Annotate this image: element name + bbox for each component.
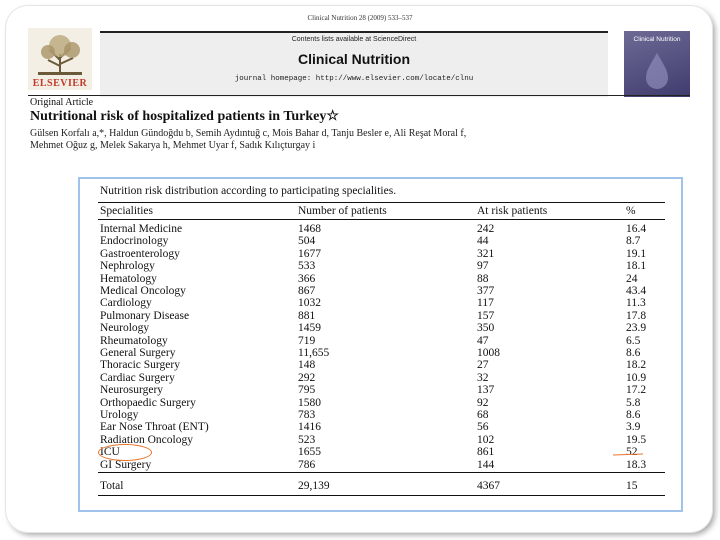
table-row	[80, 223, 681, 235]
table-row	[80, 359, 681, 371]
journal-cover-image	[624, 31, 690, 97]
table-top-rule	[98, 202, 665, 203]
cell-patients: 11,655	[298, 347, 330, 359]
cell-percent: 3.9	[626, 421, 641, 434]
table-row	[80, 310, 681, 322]
cell-speciality: Medical Oncology	[100, 285, 186, 297]
table-header-row	[80, 205, 681, 217]
cell-at-risk: 117	[477, 297, 494, 310]
cell-at-risk: 321	[477, 247, 495, 260]
cell-at-risk: 377	[477, 285, 495, 297]
cell-patients: 867	[298, 285, 316, 297]
cell-speciality: Orthopaedic Surgery	[100, 396, 196, 409]
cell-patients: 533	[298, 260, 316, 273]
total-at-risk: 4367	[477, 480, 500, 492]
cell-percent: 19.1	[626, 247, 647, 260]
cell-percent: 17.8	[626, 309, 647, 322]
cell-percent: 10.9	[626, 371, 647, 384]
table-row	[80, 397, 681, 409]
cell-speciality: Cardiac Surgery	[100, 371, 175, 384]
contents-line: Contents lists available at ScienceDirect	[291, 36, 417, 43]
cell-patients: 783	[298, 409, 316, 421]
header-specialities: Specialities	[100, 205, 154, 217]
cell-at-risk: 1008	[477, 347, 500, 359]
cell-percent: 52	[626, 446, 638, 459]
table-row	[80, 421, 681, 433]
cell-patients: 1580	[298, 396, 321, 409]
cell-speciality: Rheumatology	[100, 334, 168, 347]
nutrition-risk-table	[78, 177, 683, 512]
cell-patients: 719	[298, 334, 316, 347]
cell-patients: 1459	[298, 322, 321, 335]
table-total-row	[80, 480, 681, 492]
author-list	[30, 128, 700, 152]
cell-percent: 11.3	[626, 297, 646, 310]
cell-at-risk: 97	[477, 260, 489, 273]
cell-at-risk: 92	[477, 396, 489, 409]
cell-patients: 786	[298, 458, 316, 471]
total-label: Total	[100, 480, 124, 492]
cell-patients: 504	[298, 235, 316, 248]
cell-percent: 23.9	[626, 322, 647, 335]
cell-speciality: Endocrinology	[100, 235, 169, 248]
cell-patients: 795	[298, 384, 316, 397]
table-header-rule	[98, 219, 665, 220]
cell-patients: 1416	[298, 421, 321, 434]
table-bottom-rule	[98, 495, 665, 496]
header-number-of-patients: Number of patients	[298, 205, 387, 217]
cell-at-risk: 157	[477, 309, 495, 322]
total-percent: 15	[626, 480, 638, 492]
cell-speciality: Thoracic Surgery	[100, 359, 180, 372]
article-type: Original Article	[30, 97, 94, 108]
cell-speciality: Radiation Oncology	[100, 433, 193, 446]
authors-line-2: Mehmet Oğuz g, Melek Sakarya h, Mehmet Uyar f, Sadık Kılıçturgay i	[30, 140, 316, 151]
cell-speciality: Hematology	[100, 272, 157, 285]
cell-at-risk: 68	[477, 409, 489, 421]
cell-speciality: Internal Medicine	[100, 223, 183, 235]
cell-percent: 8.6	[626, 409, 641, 421]
cell-patients: 881	[298, 309, 316, 322]
cell-speciality: Urology	[100, 409, 139, 421]
cell-speciality: Nephrology	[100, 260, 155, 273]
cell-patients: 148	[298, 359, 316, 372]
cell-speciality: Gastroenterology	[100, 247, 180, 260]
cell-at-risk: 32	[477, 371, 489, 384]
cell-at-risk: 27	[477, 359, 489, 372]
cell-at-risk: 350	[477, 322, 495, 335]
table-total-rule	[98, 472, 665, 473]
header-rule	[28, 95, 690, 96]
cell-percent: 18.1	[626, 260, 647, 273]
cell-speciality: Pulmonary Disease	[100, 309, 190, 322]
total-patients: 29,139	[298, 480, 330, 492]
cell-percent: 6.5	[626, 334, 641, 347]
authors-line-1: Gülsen Korfalı a,*, Haldun Gündoğdu b, Semih Aydıntuğ c, Mois Bahar d, Tanju Besler e, Ali Reşat Moral f,	[30, 128, 467, 139]
table-caption: Nutrition risk distribution according to participating specialities.	[100, 185, 397, 197]
table-row	[80, 273, 681, 285]
cell-percent: 19.5	[626, 433, 647, 446]
cell-percent: 18.3	[626, 458, 647, 471]
cell-at-risk: 47	[477, 334, 489, 347]
table-row	[80, 322, 681, 334]
cell-at-risk: 137	[477, 384, 495, 397]
cell-at-risk: 56	[477, 421, 489, 434]
cell-speciality: Neurology	[100, 322, 150, 335]
cell-percent: 5.8	[626, 396, 641, 409]
header-at-risk-patients: At risk patients	[477, 205, 548, 217]
article-title: Nutritional risk of hospitalized patients in Turkey☆	[30, 109, 339, 124]
cell-at-risk: 242	[477, 223, 495, 235]
cell-percent: 18.2	[626, 359, 647, 372]
cell-percent: 17.2	[626, 384, 647, 397]
publisher-name: ELSEVIER	[32, 78, 88, 89]
cell-patients: 523	[298, 433, 316, 446]
table-row	[80, 372, 681, 384]
cell-speciality: Cardiology	[100, 297, 152, 310]
icu-circle-annotation	[98, 444, 152, 461]
cell-speciality: GI Surgery	[100, 458, 152, 471]
cell-at-risk: 102	[477, 433, 495, 446]
table-row	[80, 248, 681, 260]
header-percent: %	[626, 205, 636, 217]
cover-title: Clinical Nutrition	[633, 36, 681, 43]
cell-patients: 1677	[298, 247, 321, 260]
table-row	[80, 409, 681, 421]
table-row	[80, 446, 681, 458]
table-row	[80, 335, 681, 347]
journal-homepage: journal homepage: http://www.elsevier.com/locate/clnu	[234, 75, 474, 83]
cover-drop-icon	[642, 51, 672, 91]
cell-at-risk: 144	[477, 458, 495, 471]
cell-speciality: Neurosurgery	[100, 384, 164, 397]
cell-patients: 292	[298, 371, 316, 384]
cell-patients: 366	[298, 272, 316, 285]
journal-title: Clinical Nutrition	[298, 51, 410, 67]
cell-percent: 24	[626, 272, 638, 285]
table-row	[80, 384, 681, 396]
cell-percent: 43.4	[626, 285, 647, 297]
journal-header	[100, 31, 608, 97]
cell-speciality: Ear Nose Throat (ENT)	[100, 421, 209, 434]
table-row	[80, 297, 681, 309]
cell-patients: 1032	[298, 297, 321, 310]
cell-patients: 1468	[298, 223, 321, 235]
table-row	[80, 235, 681, 247]
table-row	[80, 260, 681, 272]
cell-speciality: ICU	[100, 446, 120, 459]
cell-percent: 8.6	[626, 347, 641, 359]
table-row	[80, 347, 681, 359]
cell-percent: 16.4	[626, 223, 647, 235]
table-row	[80, 434, 681, 446]
cell-speciality: General Surgery	[100, 347, 176, 359]
cell-at-risk: 44	[477, 235, 489, 248]
cell-percent: 8.7	[626, 235, 641, 248]
cell-at-risk: 88	[477, 272, 489, 285]
cell-at-risk: 861	[477, 446, 495, 459]
table-row	[80, 459, 681, 471]
journal-citation: Clinical Nutrition 28 (2009) 533–537	[307, 14, 413, 22]
cell-patients: 1655	[298, 446, 321, 459]
table-row	[80, 285, 681, 297]
